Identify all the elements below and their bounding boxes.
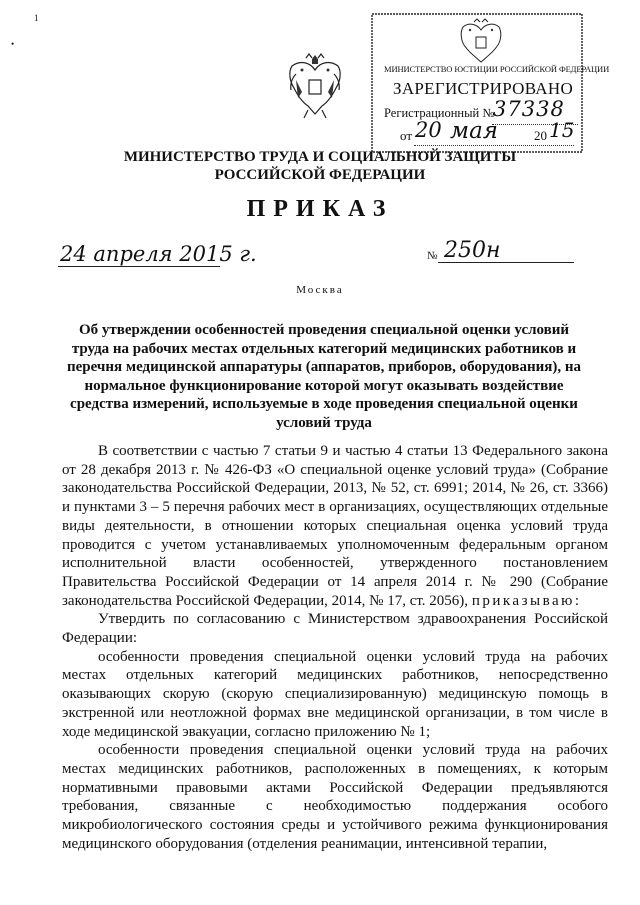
- stamp-emblem-icon: [455, 18, 507, 66]
- stamp-registered-label: ЗАРЕГИСТРИРОВАНО: [393, 79, 574, 98]
- stamp-reg-number-label: Регистрационный №: [384, 106, 495, 120]
- preamble-text: В соответствии с частью 7 статьи 9 и частью 4 статьи 13 Федерального закона от 28 декабря 2013 г. № 426-ФЗ «О специальной оценке условий труда» (Собрание законодательства Российской Федерации, 2013, № 52, ст. 6991; 2014, № 26, ст. 3366) и пунктами 3 – 5 перечня рабочих мест в организациях, осуществляющих отдельные виды деятельности, в отношении которых специальная оценка условий труда проводится с учетом устанавливаемых уполномоченным федеральным органом исполнительной власти особенностей, утвержденного постановлением Правительства Российской Федерации от 14 апреля 2014 г. № 290 (Собрание законодательства Российской Федерации, 2014, № 17, ст. 2056),: [62, 443, 608, 609]
- order-heading: Об утверждении особенностей проведения специальной оценки условий труда на рабочих местах отдельных категорий медицинских работников и перечня медицинской аппаратуры (аппаратов, приборов, оборудования), на нормальное функционирование которой могут оказывать воздействие средства измерений, используемые в ходе проведения специальной оценки условий труда: [66, 322, 582, 431]
- order-date: 24 апреля 2015 г.: [60, 242, 257, 266]
- ministry-line-1: МИНИСТЕРСТВО ТРУДА И СОЦИАЛЬНОЙ ЗАЩИТЫ: [123, 149, 517, 165]
- order-date-line: [58, 266, 220, 267]
- stamp-date-line: [414, 145, 574, 146]
- stamp-date-prefix: от: [400, 128, 413, 143]
- ministry-line-2: РОССИЙСКОЙ ФЕДЕРАЦИИ: [214, 167, 426, 183]
- city: Москва: [296, 284, 344, 296]
- order-number: 250н: [444, 238, 501, 263]
- stamp-date-day: 20: [415, 118, 442, 142]
- document-type-title: ПРИКАЗ: [246, 196, 394, 222]
- stamp-reg-number: 37338: [493, 97, 565, 121]
- stamp-date-month: мая: [450, 118, 499, 144]
- stamp-year-suffix: 15: [549, 118, 575, 142]
- stamp-ministry-name: МИНИСТЕРСТВО ЮСТИЦИИ РОССИЙСКОЙ ФЕДЕРАЦИИ: [384, 64, 610, 74]
- margin-dot: •: [11, 39, 15, 49]
- order-number-line: [438, 262, 574, 263]
- item-1-paragraph: особенности проведения специальной оценки условий труда на рабочих местах отдельных категорий медицинских работников, непосредственно оказывающих скорую (скорую специализированную) медицинскую помощь в экстренной или неотложной формах вне медицинской организации, в том числе в ходе медицинской эвакуации, согласно приложению № 1;: [62, 648, 608, 740]
- approval-paragraph: Утвердить по согласованию с Министерством здравоохранения Российской Федерации:: [62, 611, 608, 647]
- item-2-paragraph: особенности проведения специальной оценки условий труда на рабочих местах медицинских работников, расположенных в помещениях, к которым нормативными правовыми актами Российской Федерации предъявляются требования, связанные с необходимостью поддержания особого микробиологического состояния среды и устойчивого режима функционирования медицинского оборудования (отделения реанимации, интенсивной терапии,: [62, 742, 608, 852]
- preamble-paragraph: [62, 442, 608, 610]
- issuing-ministry: [120, 148, 520, 184]
- stamp-year-prefix: 20: [534, 128, 547, 143]
- state-emblem-icon: [282, 52, 348, 122]
- corner-mark: 1: [34, 13, 39, 23]
- order-body: [62, 442, 608, 853]
- order-verb: приказываю:: [471, 592, 582, 609]
- order-number-label: №: [427, 250, 438, 262]
